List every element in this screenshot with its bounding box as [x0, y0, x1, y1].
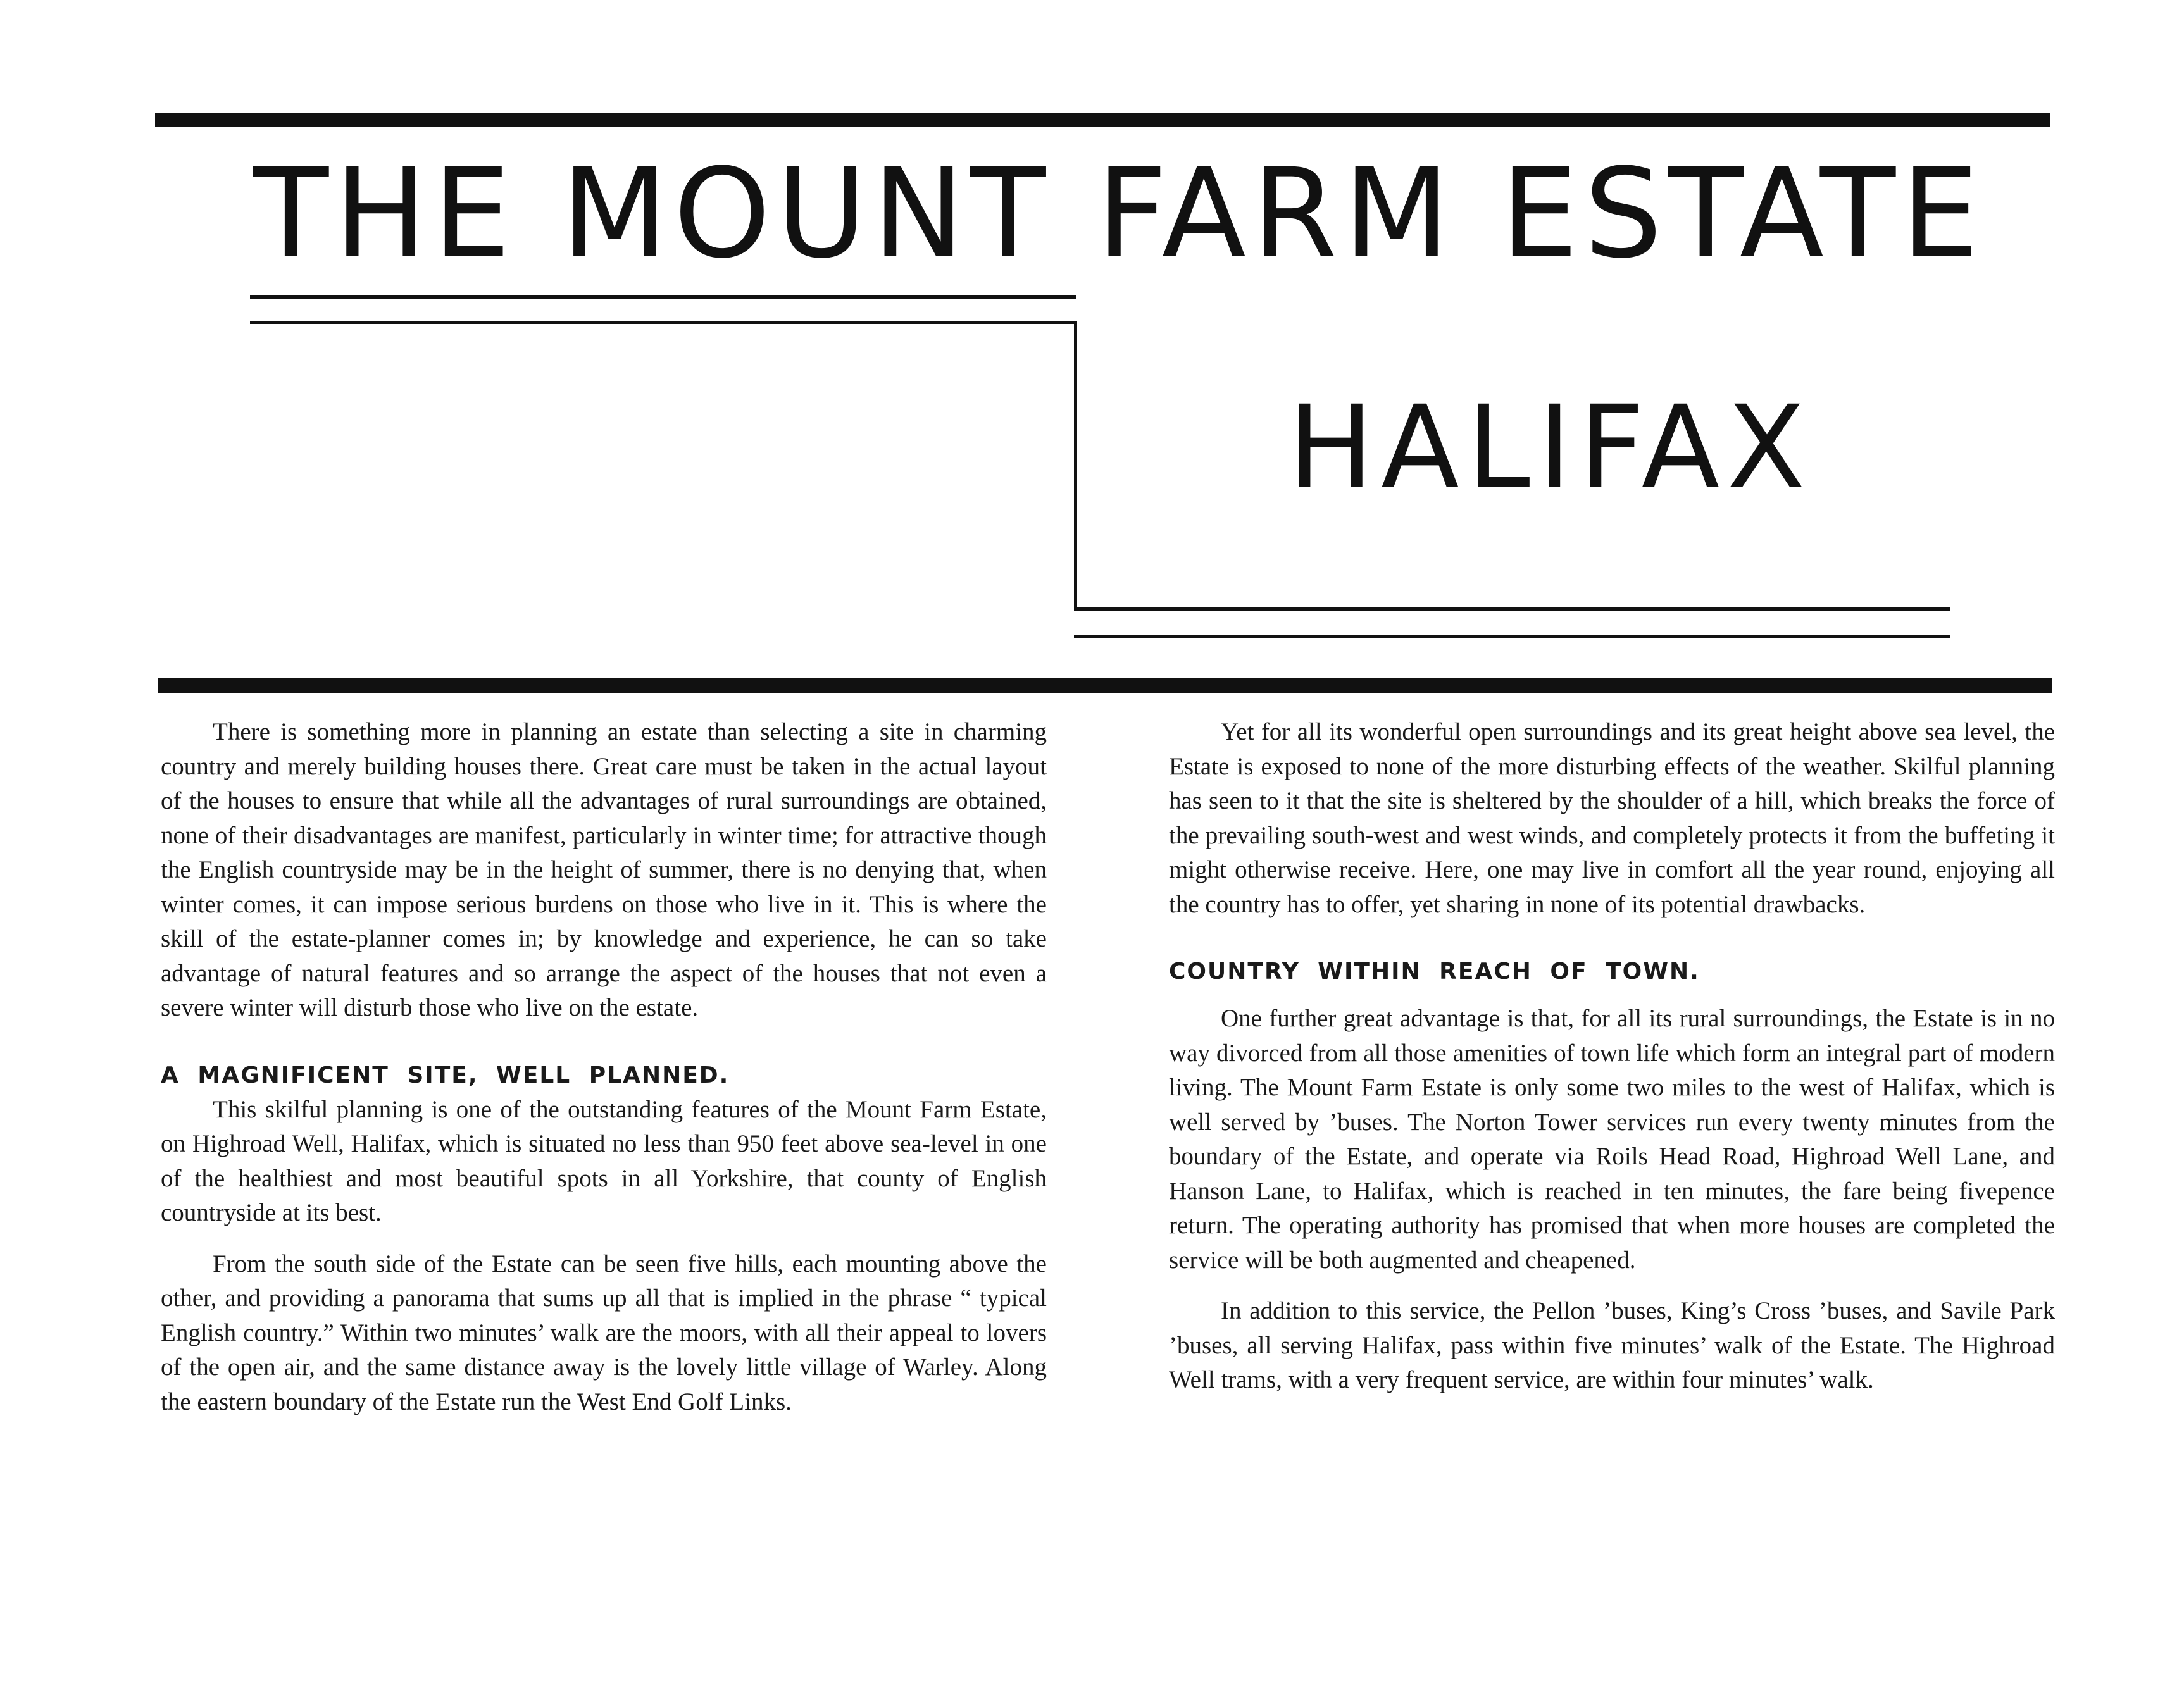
page-title: THE MOUNT FARM ESTATE: [253, 142, 1985, 285]
bottom-heavy-rule: [158, 678, 2052, 693]
vertical-divider: [1074, 321, 1077, 609]
section-heading-town: COUNTRY WITHIN REACH OF TOWN.: [1169, 959, 1700, 985]
page-subtitle: HALIFAX: [1288, 382, 1813, 514]
right-column: [1169, 715, 2055, 1398]
section-heading-site: A MAGNIFICENT SITE, WELL PLANNED.: [161, 1062, 730, 1088]
title-rule-lower: [250, 321, 1076, 324]
title-rule-upper: [250, 295, 1076, 299]
top-heavy-rule: [155, 113, 2050, 127]
subtitle-rule-upper: [1074, 607, 1950, 611]
left-column: [161, 715, 1047, 1419]
intro-paragraph: There is something more in planning an estate than selecting a site in charming country and merely building houses there. Great care must be taken in the actual layout of the houses to ensure that while all the advantages of rural surroundings are obtained, none of their disadvantages are manifest, particularly in winter time; for attractive though the English countryside may be in the height of summer, there is no denying that, when winter comes, it can impose serious burdens on those who live in it. This is where the skill of the estate-planner comes in; by knowledge and experience, he can so take advantage of natural features and so arrange the aspect of the houses that not even a severe winter will disturb those who live on the estate.: [161, 718, 1047, 1021]
subtitle-rule-lower: [1074, 635, 1950, 638]
site-paragraph-1: This skilful planning is one of the outstanding features of the Mount Farm Estate, on Highroad Well, Halifax, which is situated no less than 950 feet above sea-level in one of the healthiest and most beautiful spots in all Yorkshire, that county of English countryside at its best.: [161, 1095, 1047, 1226]
site-paragraph-2: From the south side of the Estate can be seen five hills, each mounting above the other, and providing a panorama that sums up all that is implied in the phrase “ typical English country.” Within two minutes’ walk are the moors, with all their appeal to lovers of the open air, and the same distance away is the lovely little village of Warley. Along the eastern boundary of the Estate run the West End Golf Links.: [161, 1250, 1047, 1415]
town-paragraph-1: One further great advantage is that, for all its rural surroundings, the Estate is in no way divorced from all those amenities of town life which form an integral part of modern living. The Mount Farm Estate is only some two miles to the west of Halifax, which is well served by ’buses. The Norton Tower services run every twenty minutes from the boundary of the Estate, and operate via Roils Head Road, Highroad Well Lane, and Hanson Lane, to Halifax, which is reached in ten minutes, the fare being fivepence return. The operating authority has promised that when more houses are completed the service will be both augmented and cheapened.: [1169, 1005, 2055, 1274]
town-paragraph-2: In addition to this service, the Pellon ’buses, King’s Cross ’buses, and Savile Park ’buses, all serving Halifax, pass within five minutes’ walk of the Estate. The Highroad Well trams, with a very frequent service, are within four minutes’ walk.: [1169, 1297, 2055, 1393]
weather-paragraph: Yet for all its wonderful open surroundings and its great height above sea level, the Estate is exposed to none of the more disturbing effects of the weather. Skilful planning has seen to it that the site is sheltered by the shoulder of a hill, which breaks the force of the prevailing south-west and west winds, and completely protects it from the buffeting it might otherwise receive. Here, one may live in comfort all the year round, enjoying all the country has to offer, yet sharing in none of its potential drawbacks.: [1169, 718, 2055, 918]
